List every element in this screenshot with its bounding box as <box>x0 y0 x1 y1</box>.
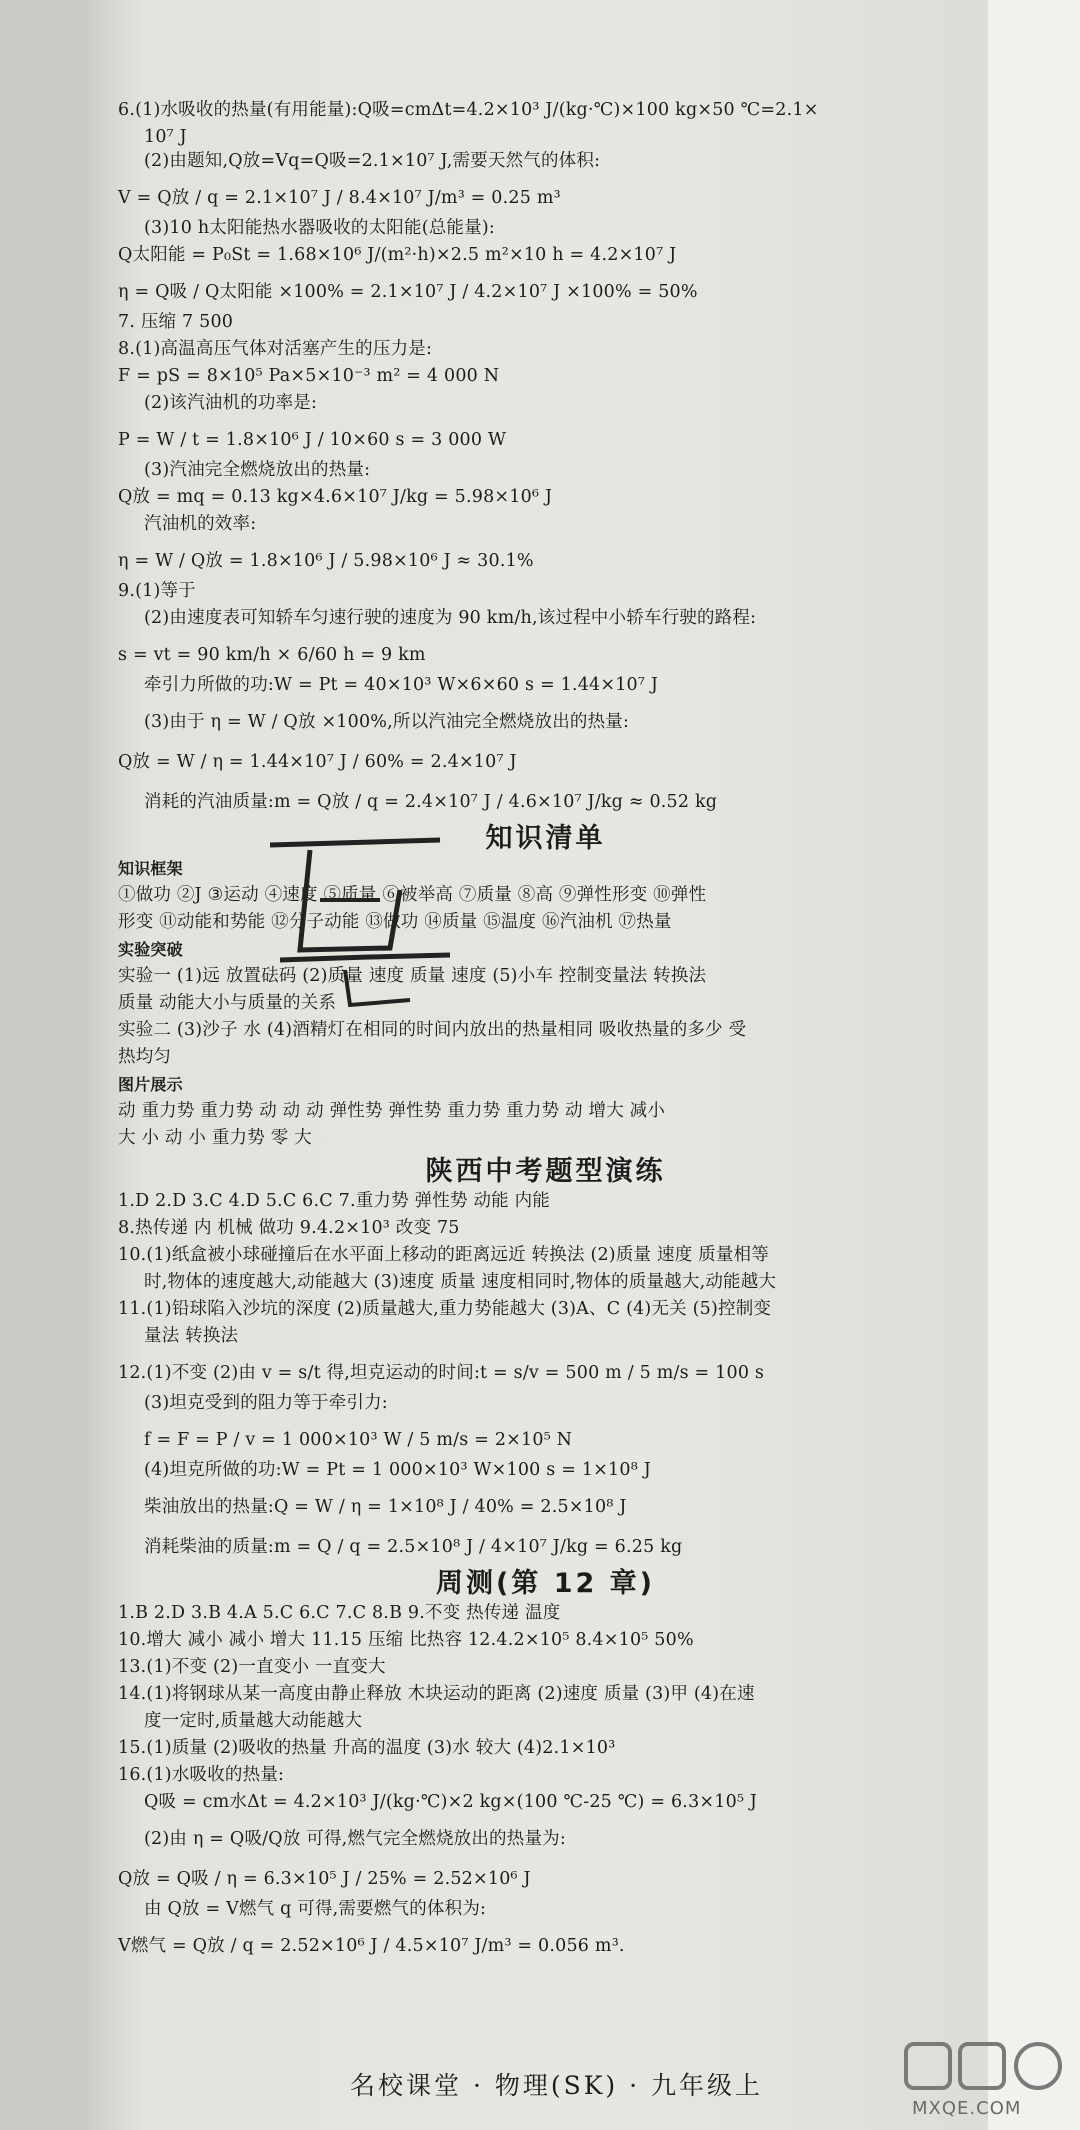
text-line: Q放 = Q吸 / η = 6.3×10⁵ J / 25% = 2.52×10⁶ J <box>118 1869 531 1889</box>
text-line: 6.(1)水吸收的热量(有用能量):Q吸=cmΔt=4.2×10³ J/(kg·℃)×100 kg×50 ℃=2.1× <box>118 100 819 120</box>
page-margin <box>988 0 1080 2130</box>
text-line: (2)由 η = Q吸/Q放 可得,燃气完全燃烧放出的热量为: <box>144 1829 566 1849</box>
watermark-text: MXQE.COM <box>912 2098 1022 2119</box>
text-line: V燃气 = Q放 / q = 2.52×10⁶ J / 4.5×10⁷ J/m³ = 0.056 m³. <box>118 1936 625 1956</box>
text-line: 10.增大 减小 减小 增大 11.15 压缩 比热容 12.4.2×10⁵ 8.4×10⁵ 50% <box>118 1630 694 1650</box>
text-line: 时,物体的速度越大,动能越大 (3)速度 质量 速度相同时,物体的质量越大,动能越大 <box>144 1272 777 1292</box>
text-line: 消耗的汽油质量:m = Q放 / q = 2.4×10⁷ J / 4.6×10⁷ J/kg ≈ 0.52 kg <box>144 792 718 812</box>
text-line: 7. 压缩 7 500 <box>118 312 234 332</box>
text-line: 图片展示 <box>118 1075 183 1094</box>
text-line: Q吸 = cm水Δt = 4.2×10³ J/(kg·℃)×2 kg×(100 ℃-25 ℃) = 6.3×10⁵ J <box>144 1792 758 1812</box>
text-line: 11.(1)铅球陷入沙坑的深度 (2)质量越大,重力势能越大 (3)A、C (4)无关 (5)控制变 <box>118 1299 772 1319</box>
text-line: 实验一 (1)远 放置砝码 (2)质量 速度 质量 速度 (5)小车 控制变量法 转换法 <box>118 966 707 986</box>
text-line: f = F = P / v = 1 000×10³ W / 5 m/s = 2×10⁵ N <box>144 1430 573 1450</box>
text-line: 由 Q放 = V燃气 q 可得,需要燃气的体积为: <box>144 1899 487 1919</box>
text-line: 10⁷ J <box>144 127 187 147</box>
text-line: 12.(1)不变 (2)由 v = s/t 得,坦克运动的时间:t = s/v = 500 m / 5 m/s = 100 s <box>118 1363 765 1383</box>
text-line: (2)由速度表可知轿车匀速行驶的速度为 90 km/h,该过程中小轿车行驶的路程: <box>144 608 757 628</box>
text-line: 实验突破 <box>118 940 183 959</box>
text-line: (4)坦克所做的功:W = Pt = 1 000×10³ W×100 s = 1×10⁸ J <box>144 1460 651 1480</box>
text-line: η = Q吸 / Q太阳能 ×100% = 2.1×10⁷ J / 4.2×10⁷ J ×100% = 50% <box>118 282 698 302</box>
text-line: (3)由于 η = W / Q放 ×100%,所以汽油完全燃烧放出的热量: <box>144 712 630 732</box>
text-line: 10.(1)纸盒被小球碰撞后在水平面上移动的距离远近 转换法 (2)质量 速度 质量相等 <box>118 1245 769 1265</box>
text-line: Q放 = W / η = 1.44×10⁷ J / 60% = 2.4×10⁷ J <box>118 752 517 772</box>
text-line: 度一定时,质量越大动能越大 <box>144 1711 363 1731</box>
text-line: 牵引力所做的功:W = Pt = 40×10³ W×6×60 s = 1.44×10⁷ J <box>144 675 659 695</box>
text-line: 知识框架 <box>118 859 183 878</box>
text-line: 9.(1)等于 <box>118 581 196 601</box>
text-line: 1.B 2.D 3.B 4.A 5.C 6.C 7.C 8.B 9.不变 热传递 温度 <box>118 1603 561 1623</box>
text-line: 质量 动能大小与质量的关系 <box>118 993 337 1013</box>
text-line: (2)由题知,Q放=Vq=Q吸=2.1×10⁷ J,需要天然气的体积: <box>144 151 601 171</box>
text-line: 大 小 动 小 重力势 零 大 <box>118 1128 312 1148</box>
text-line: Q太阳能 = P₀St = 1.68×10⁶ J/(m²·h)×2.5 m²×10 h = 4.2×10⁷ J <box>118 245 677 265</box>
text-line: 14.(1)将钢球从某一高度由静止释放 木块运动的距离 (2)速度 质量 (3)甲 (4)在速 <box>118 1684 755 1704</box>
text-line: V = Q放 / q = 2.1×10⁷ J / 8.4×10⁷ J/m³ = 0.25 m³ <box>118 188 561 208</box>
text-line: 热均匀 <box>118 1047 172 1067</box>
text-line: 消耗柴油的质量:m = Q / q = 2.5×10⁸ J / 4×10⁷ J/kg = 6.25 kg <box>144 1537 683 1557</box>
text-line: ①做功 ②J ③运动 ④速度 ⑤质量 ⑥被举高 ⑦质量 ⑧高 ⑨弹性形变 ⑩弹性 <box>118 885 707 905</box>
text-line: P = W / t = 1.8×10⁶ J / 10×60 s = 3 000 W <box>118 430 507 450</box>
text-line: 形变 ⑪动能和势能 ⑫分子动能 ⑬做功 ⑭质量 ⑮温度 ⑯汽油机 ⑰热量 <box>118 912 672 932</box>
answer-content <box>118 100 973 1966</box>
text-line: η = W / Q放 = 1.8×10⁶ J / 5.98×10⁶ J ≈ 30.1% <box>118 551 534 571</box>
text-line: 15.(1)质量 (2)吸收的热量 升高的温度 (3)水 较大 (4)2.1×10³ <box>118 1738 616 1758</box>
text-line: 1.D 2.D 3.C 4.D 5.C 6.C 7.重力势 弹性势 动能 内能 <box>118 1191 551 1211</box>
text-line: 实验二 (3)沙子 水 (4)酒精灯在相同的时间内放出的热量相同 吸收热量的多少 受 <box>118 1020 747 1040</box>
page-edge-shadow <box>0 0 88 2130</box>
text-line: s = vt = 90 km/h × 6/60 h = 9 km <box>118 645 426 665</box>
section-title: 知识清单 <box>485 823 606 854</box>
section-title: 陕西中考题型演练 <box>425 1156 666 1187</box>
section-title: 周测(第 12 章) <box>435 1568 656 1599</box>
text-line: 16.(1)水吸收的热量: <box>118 1765 285 1785</box>
handwritten-stamp-mark <box>250 830 460 1020</box>
page-footer: 名校课堂 · 物理(SK) · 九年级上 <box>350 2071 763 2100</box>
text-line: 8.热传递 内 机械 做功 9.4.2×10³ 改变 75 <box>118 1218 460 1238</box>
text-line: Q放 = mq = 0.13 kg×4.6×10⁷ J/kg = 5.98×10⁶ J <box>118 487 553 507</box>
text-line: 13.(1)不变 (2)一直变小 一直变大 <box>118 1657 386 1677</box>
text-line: 动 重力势 重力势 动 动 动 弹性势 弹性势 重力势 重力势 动 增大 减小 <box>118 1101 666 1121</box>
text-line: (3)汽油完全燃烧放出的热量: <box>144 460 371 480</box>
text-line: (3)坦克受到的阻力等于牵引力: <box>144 1393 388 1413</box>
text-line: F = pS = 8×10⁵ Pa×5×10⁻³ m² = 4 000 N <box>118 366 500 386</box>
text-line: (2)该汽油机的功率是: <box>144 393 318 413</box>
text-line: 8.(1)高温高压气体对活塞产生的压力是: <box>118 339 433 359</box>
text-line: 量法 转换法 <box>144 1326 239 1346</box>
text-line: 汽油机的效率: <box>144 514 257 534</box>
text-line: 柴油放出的热量:Q = W / η = 1×10⁸ J / 40% = 2.5×10⁸ J <box>144 1497 627 1517</box>
text-line: (3)10 h太阳能热水器吸收的太阳能(总能量): <box>144 218 495 238</box>
